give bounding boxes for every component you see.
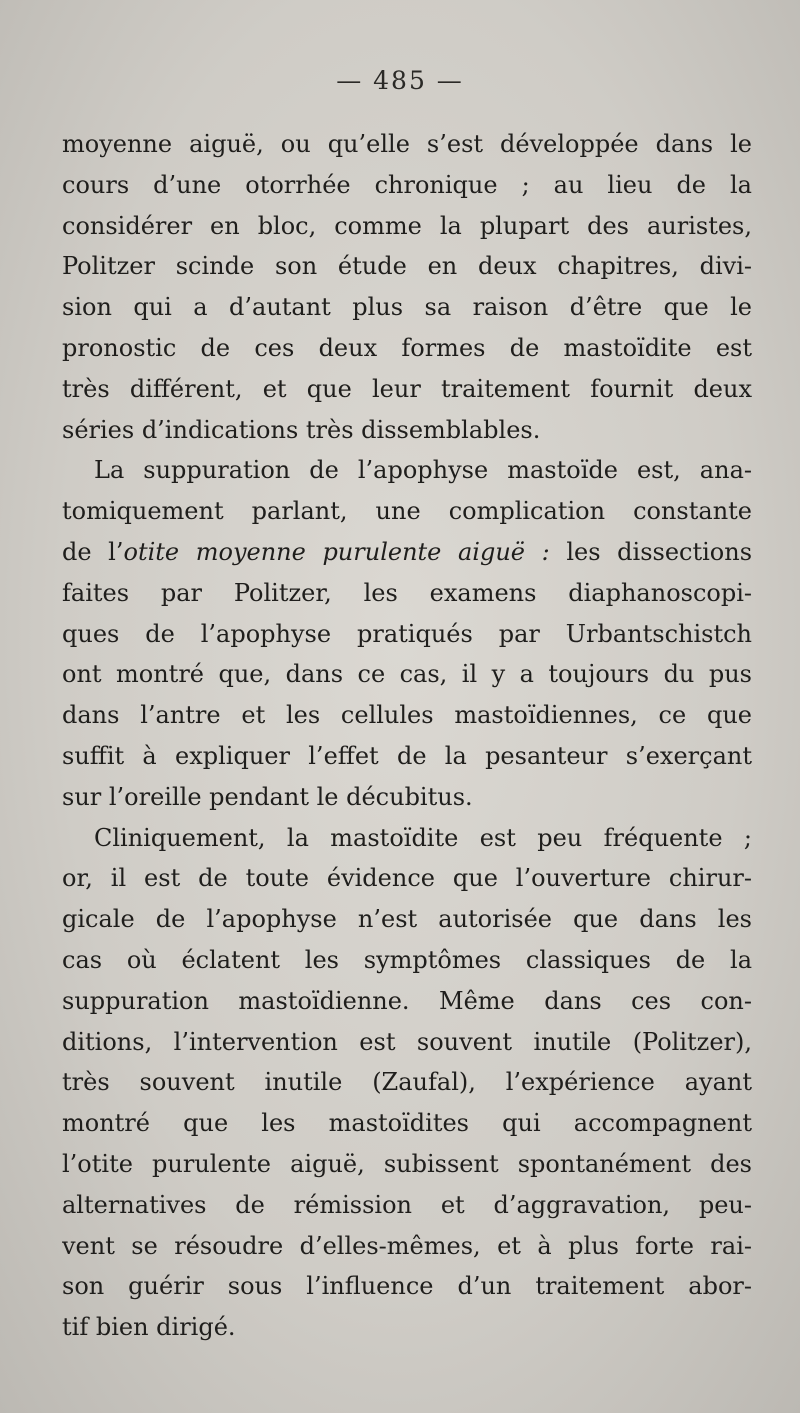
text-line-with-italic [62, 532, 752, 573]
italic-term: otite moyenne purulente aiguë : [123, 537, 550, 566]
text-line: La suppuration de l’apophyse mastoïde est, ana- [94, 456, 752, 485]
text-line: alternatives de rémission et d’aggravation, peu- [62, 1190, 752, 1219]
text-segment: de l’ [62, 537, 124, 566]
text-line: faites par Politzer, les examens diaphanoscopi- [62, 578, 752, 607]
text-line: dans l’antre et les cellules mastoïdiennes, ce que [62, 701, 752, 730]
text-line: sion qui a d’autant plus sa raison d’être que le [62, 293, 752, 322]
text-segment: les dissections [549, 537, 752, 566]
text-line: sur l’oreille pendant le décubitus. [62, 782, 473, 811]
text-line: l’otite purulente aiguë, subissent spontanément des [62, 1149, 752, 1178]
text-line: son guérir sous l’influence d’un traitement abor- [62, 1272, 752, 1301]
paragraph-1 [62, 124, 752, 450]
text-line: vent se résoudre d’elles-mêmes, et à plus forte rai- [62, 1231, 752, 1260]
text-line: suppuration mastoïdienne. Même dans ces con- [62, 986, 752, 1015]
text-line: cas où éclatent les symptômes classiques de la [62, 945, 752, 974]
body-text [62, 124, 752, 1348]
paragraph-2 [62, 450, 752, 817]
text-line: or, il est de toute évidence que l’ouverture chirur- [62, 864, 752, 893]
text-line: Politzer scinde son étude en deux chapitres, divi- [62, 252, 752, 281]
text-line: tif bien dirigé. [62, 1313, 236, 1342]
text-line: considérer en bloc, comme la plupart des auristes, [62, 211, 752, 240]
page-number: — 485 — [336, 66, 464, 95]
text-line: très souvent inutile (Zaufal), l’expérience ayant [62, 1068, 752, 1097]
text-line: moyenne aiguë, ou qu’elle s’est développée dans le [62, 130, 752, 158]
text-line: tomiquement parlant, une complication constante [62, 497, 752, 526]
text-line: cours d’une otorrhée chronique ; au lieu de la [62, 170, 752, 199]
text-line: pronostic de ces deux formes de mastoïdite est [62, 333, 752, 362]
text-line: très différent, et que leur traitement fournit deux [62, 374, 752, 403]
paragraph-3 [62, 818, 752, 1348]
text-line: gicale de l’apophyse n’est autorisée que dans les [62, 905, 752, 934]
text-line: montré que les mastoïdites qui accompagnent [62, 1109, 752, 1138]
text-line: ques de l’apophyse pratiqués par Urbantschistch [62, 619, 752, 648]
text-line: ditions, l’intervention est souvent inutile (Politzer), [62, 1027, 752, 1056]
text-line: suffit à expliquer l’effet de la pesanteur s’exerçant [62, 741, 752, 770]
text-line: ont montré que, dans ce cas, il y a toujours du pus [62, 660, 752, 689]
text-line: séries d’indications très dissemblables. [62, 415, 541, 444]
text-line: Cliniquement, la mastoïdite est peu fréquente ; [94, 823, 752, 852]
